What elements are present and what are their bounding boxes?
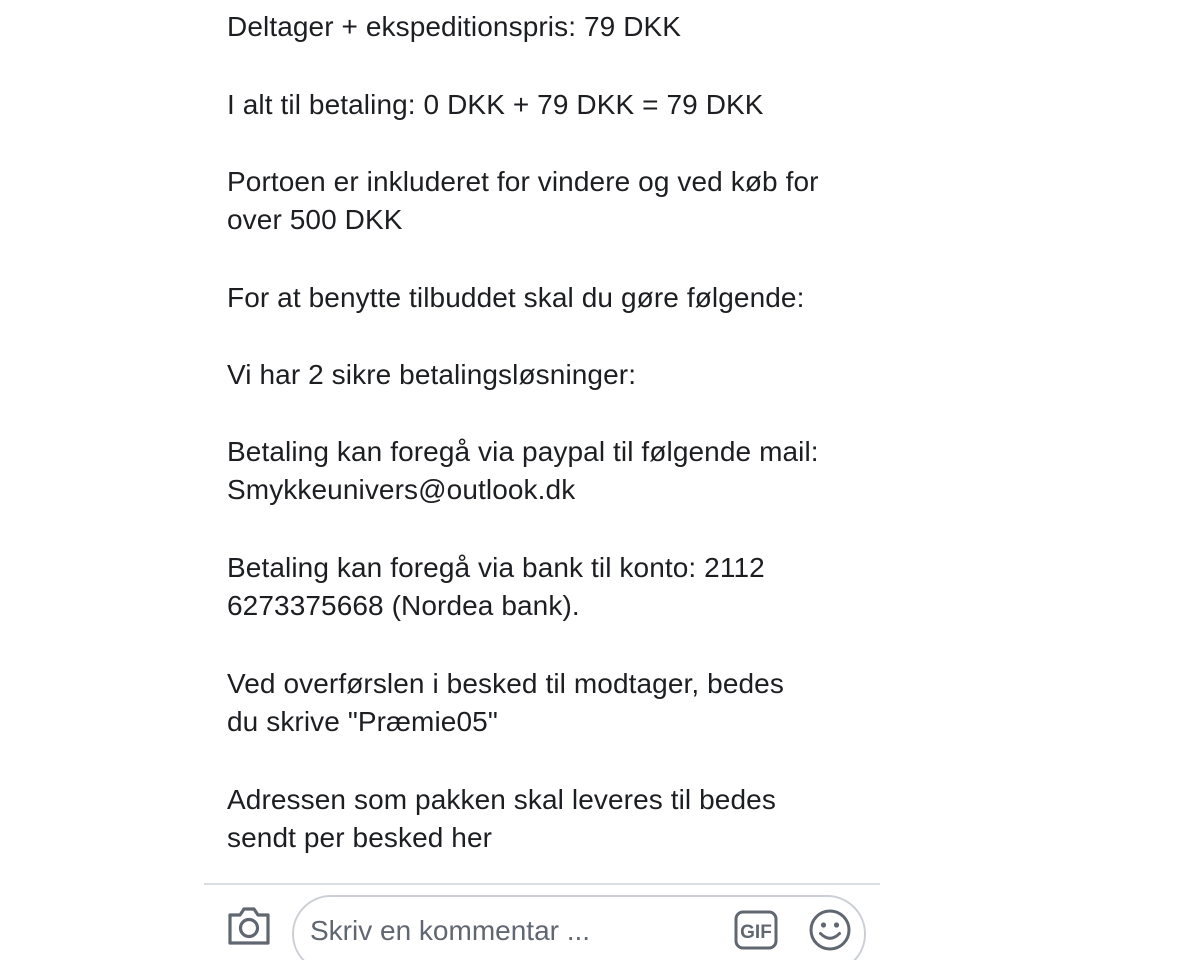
post-paragraph-address: Adressen som pakken skal leveres til bedes sendt per besked her [227, 784, 776, 853]
post-paragraph-paypal: Betaling kan foregå via paypal til følgende mail: Smykkeunivers@outlook.dk [227, 436, 819, 505]
gif-label: GIF [740, 922, 772, 943]
post-paragraph-price: Deltager + ekspeditionspris: 79 DKK [227, 11, 682, 42]
emoji-button[interactable] [808, 908, 852, 952]
gif-icon [734, 910, 778, 950]
post-paragraph-shipping: Portoen er inkluderet for vindere og ved køb for over 500 DKK [227, 166, 819, 235]
post-paragraph-reference: Ved overførslen i besked til modtager, bedes du skrive "Præmie05" [227, 668, 784, 737]
post-paragraph-instructions-intro: For at benytte tilbuddet skal du gøre følgende: [227, 282, 805, 313]
camera-button[interactable] [226, 905, 272, 947]
comment-input[interactable] [310, 911, 710, 951]
gif-button[interactable] [734, 910, 778, 950]
comment-input-box[interactable] [292, 895, 866, 960]
comment-composer [204, 885, 880, 960]
post-paragraph-total: I alt til betaling: 0 DKK + 79 DKK = 79 DKK [227, 89, 764, 120]
post-paragraph-payment-options: Vi har 2 sikre betalingsløsninger: [227, 359, 637, 390]
camera-icon [226, 905, 272, 947]
post-paragraph-bank: Betaling kan foregå via bank til konto: 2112 6273375668 (Nordea bank). [227, 552, 765, 621]
smiley-icon [808, 908, 852, 952]
